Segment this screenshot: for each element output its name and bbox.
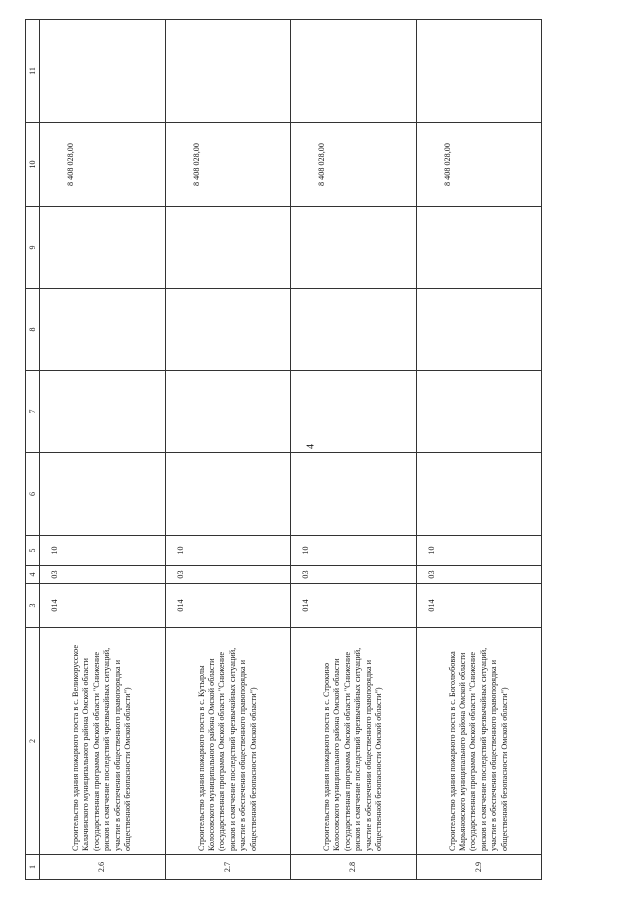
header-col-10: 10 xyxy=(26,123,40,207)
cell-col-8 xyxy=(165,289,291,371)
cell-col-3: 014 xyxy=(291,584,417,628)
row-number: 2.7 xyxy=(165,855,291,880)
row-description: Строительство здания пожарного поста в с. Строкино Колосовского муниципального района Омской области (государственная программа Омской области "Снижение рисков и смягчение последствий чрезвычайных ситуаций, участие в обеспечении общественного правопорядка и общественной безопасности Омской области") xyxy=(291,628,417,855)
header-col-5: 5 xyxy=(26,536,40,566)
cell-col-4: 03 xyxy=(416,566,542,584)
cell-col-6 xyxy=(291,453,417,536)
cell-col-3: 014 xyxy=(165,584,291,628)
table-row xyxy=(416,20,542,880)
table-row xyxy=(291,20,417,880)
cell-col-10: 8 408 028,00 xyxy=(416,123,542,207)
row-description: Строительство здания пожарного поста в с. Боголюбовка Марьяновского муниципального района Омской области (государственная программа Омской области "Снижение рисков и смягчение последствий чрезвычайных ситуаций, участие в обеспечении общественного правопорядка и общественной безопасности Омской области") xyxy=(416,628,542,855)
table-row xyxy=(165,20,291,880)
cell-col-4: 03 xyxy=(165,566,291,584)
cell-col-5: 10 xyxy=(165,536,291,566)
cell-col-10: 8 408 028,00 xyxy=(165,123,291,207)
row-number: 2.9 xyxy=(416,855,542,880)
row-number: 2.8 xyxy=(291,855,417,880)
cell-col-6 xyxy=(165,453,291,536)
row-description: Строительство здания пожарного поста в с. Кутырлы Колосовского муниципального района Омской области (государственная программа Омской области "Снижение рисков и смягчение последствий чрезвычайных ситуаций, участие в обеспечении общественного правопорядка и общественной безопасности Омской области") xyxy=(165,628,291,855)
cell-col-8 xyxy=(40,289,166,371)
cell-col-7 xyxy=(40,371,166,453)
cell-col-6 xyxy=(416,453,542,536)
row-description: Строительство здания пожарного поста в с. Великорусское Калачинского муниципального района Омской области (государственная программа Омской области "Снижение рисков и смягчение последствий чрезвычайных ситуаций, участие в обеспечении общественного правопорядка и общественной безопасности Омской области") xyxy=(40,628,166,855)
header-row xyxy=(26,20,40,880)
cell-col-11 xyxy=(291,20,417,123)
cell-col-11 xyxy=(40,20,166,123)
header-col-6: 6 xyxy=(26,453,40,536)
page-number: 4 xyxy=(305,444,317,449)
cell-col-5: 10 xyxy=(40,536,166,566)
cell-col-9 xyxy=(291,207,417,289)
cell-col-8 xyxy=(416,289,542,371)
cell-col-5: 10 xyxy=(291,536,417,566)
cell-col-11 xyxy=(165,20,291,123)
cell-col-7 xyxy=(291,371,417,453)
header-col-11: 11 xyxy=(26,20,40,123)
cell-col-9 xyxy=(416,207,542,289)
header-col-8: 8 xyxy=(26,289,40,371)
budget-table xyxy=(25,19,542,880)
cell-col-6 xyxy=(40,453,166,536)
header-col-1: 1 xyxy=(26,855,40,880)
cell-col-11 xyxy=(416,20,542,123)
header-col-4: 4 xyxy=(26,566,40,584)
cell-col-10: 8 408 028,00 xyxy=(40,123,166,207)
header-col-7: 7 xyxy=(26,371,40,453)
cell-col-9 xyxy=(165,207,291,289)
cell-col-4: 03 xyxy=(291,566,417,584)
cell-col-3: 014 xyxy=(40,584,166,628)
cell-col-5: 10 xyxy=(416,536,542,566)
row-number: 2.6 xyxy=(40,855,166,880)
rotated-page-area xyxy=(25,20,540,880)
cell-col-3: 014 xyxy=(416,584,542,628)
cell-col-8 xyxy=(291,289,417,371)
cell-col-4: 03 xyxy=(40,566,166,584)
table-row xyxy=(40,20,166,880)
cell-col-9 xyxy=(40,207,166,289)
cell-col-7 xyxy=(416,371,542,453)
cell-col-10: 8 408 028,00 xyxy=(291,123,417,207)
cell-col-7 xyxy=(165,371,291,453)
header-col-2: 2 xyxy=(26,628,40,855)
header-col-9: 9 xyxy=(26,207,40,289)
budget-table-rotated xyxy=(25,20,540,880)
header-col-3: 3 xyxy=(26,584,40,628)
